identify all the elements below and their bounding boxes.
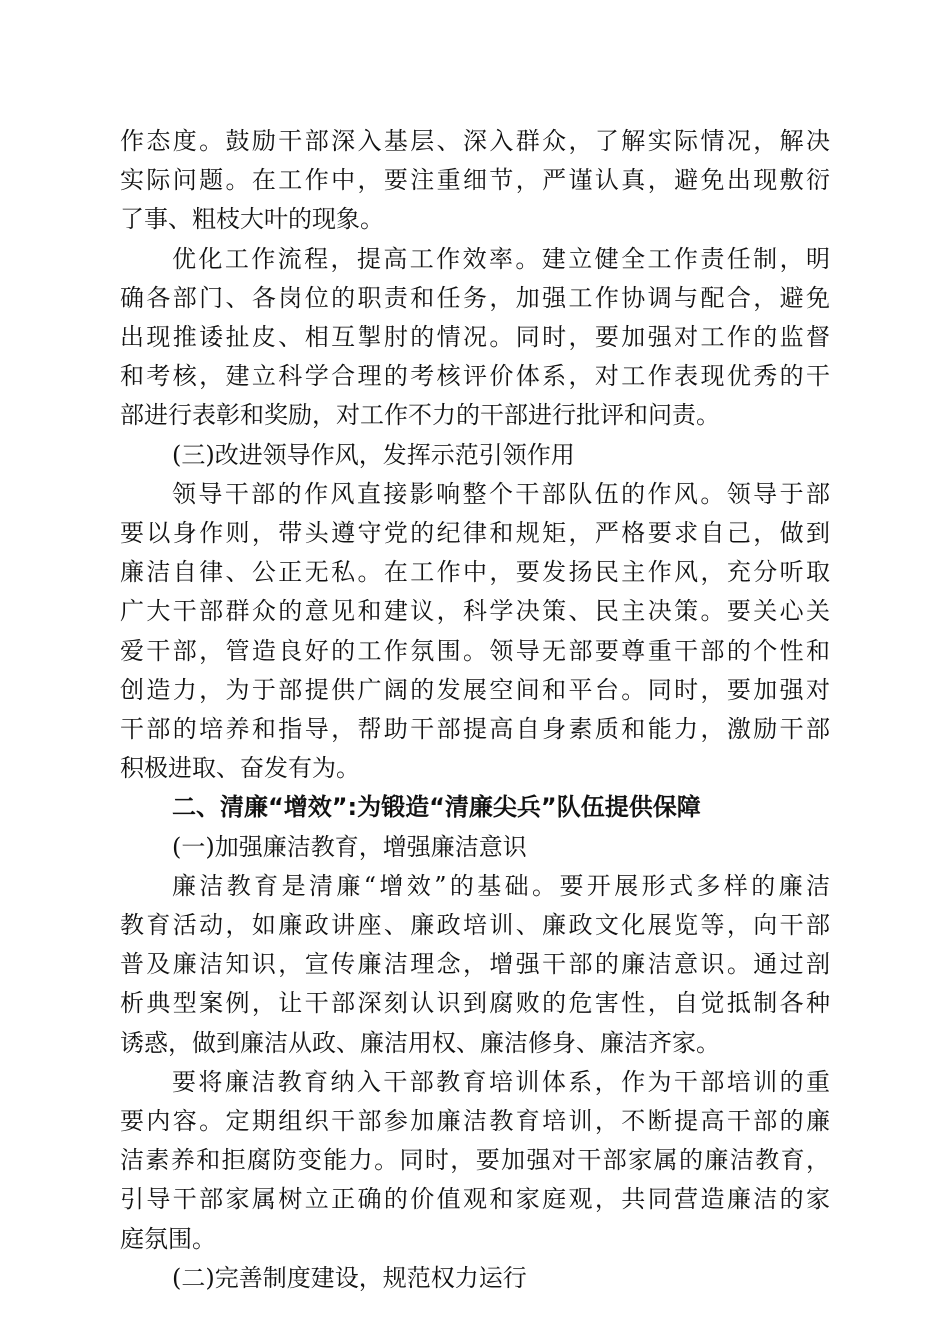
body-text-line: 和考核，建立科学合理的考核评价体系，对工作表现优秀的干 <box>120 362 830 391</box>
body-text-line: 要内容。定期组织干部参加廉洁教育培训，不断提高干部的廉 <box>120 1107 830 1135</box>
body-text-line: 普及廉洁知识，宣传廉洁理念，增强干部的廉洁意识。通过剖 <box>120 950 830 979</box>
paragraph-first-line: 廉洁教育是清廉“增效”的基础。要开展形式多样的廉洁 <box>172 871 830 900</box>
body-text-line: 出现推诿扯皮、相互掣肘的情况。同时，要加强对工作的监督 <box>120 323 830 351</box>
body-text-line: 部进行表彰和奖励，对工作不力的干部进行批评和问责。 <box>120 401 720 430</box>
subsection-heading: (一)加强廉洁教育，增强廉洁意识 <box>172 832 527 861</box>
body-text-line: 洁素养和拒腐防变能力。同时，要加强对干部家属的廉洁教育， <box>120 1146 830 1175</box>
body-text-line: 析典型案例，让干部深刻认识到腐败的危害性，自觉抵制各种 <box>120 989 830 1018</box>
subsection-heading: (三)改进领导作风，发挥示范引领作用 <box>172 440 575 469</box>
body-text-line: 积极进取、奋发有为。 <box>120 754 360 783</box>
body-text-line: 作态度。鼓励干部深入基层、深入群众，了解实际情况，解决 <box>120 127 830 155</box>
body-text-line: 诱惑，做到廉洁从政、廉洁用权、廉洁修身、廉洁齐家。 <box>120 1028 720 1057</box>
subsection-heading: (二)完善制度建设，规范权力运行 <box>172 1263 527 1292</box>
body-text-line: 要以身作则，带头遵守党的纪律和规矩，严格要求自己，做到 <box>120 519 830 547</box>
body-text-line: 干部的培养和指导，帮助干部提高自身素质和能力，激励干部 <box>120 715 830 743</box>
body-text-line: 了事、粗枝大叶的现象。 <box>120 205 384 234</box>
body-text-line: 教育活动，如廉政讲座、廉政培训、廉政文化展览等，向干部 <box>120 911 830 939</box>
paragraph-first-line: 优化工作流程，提高工作效率。建立健全工作责任制，明 <box>172 244 830 273</box>
body-text-line: 广大干部群众的意见和建议，科学决策、民主决策。要关心关 <box>120 597 830 626</box>
body-text-line: 实际问题。在工作中，要注重细节，严谨认真，避免出现敷衍 <box>120 166 830 195</box>
section-heading: 二、清廉“增效”:为锻造“清廉尖兵”队伍提供保障 <box>172 793 701 822</box>
paragraph-first-line: 要将廉洁教育纳入干部教育培训体系，作为干部培训的重 <box>172 1067 830 1096</box>
body-text-line: 引导干部家属树立正确的价值观和家庭观，共同营造廉洁的家 <box>120 1185 830 1214</box>
body-text-line: 庭氛围。 <box>120 1224 216 1253</box>
paragraph-first-line: 领导干部的作风直接影响整个干部队伍的作风。领导于部 <box>172 479 830 508</box>
body-text-line: 爱干部，管造良好的工作氛围。领导无部要尊重干部的个性和 <box>120 636 830 665</box>
body-text-line: 确各部门、各岗位的职责和任务，加强工作协调与配合，避免 <box>120 283 830 312</box>
body-text-line: 廉洁自律、公正无私。在工作中，要发扬民主作风，充分听取 <box>120 558 830 587</box>
body-text-line: 创造力，为于部提供广阔的发展空间和平台。同时，要加强对 <box>120 675 830 704</box>
